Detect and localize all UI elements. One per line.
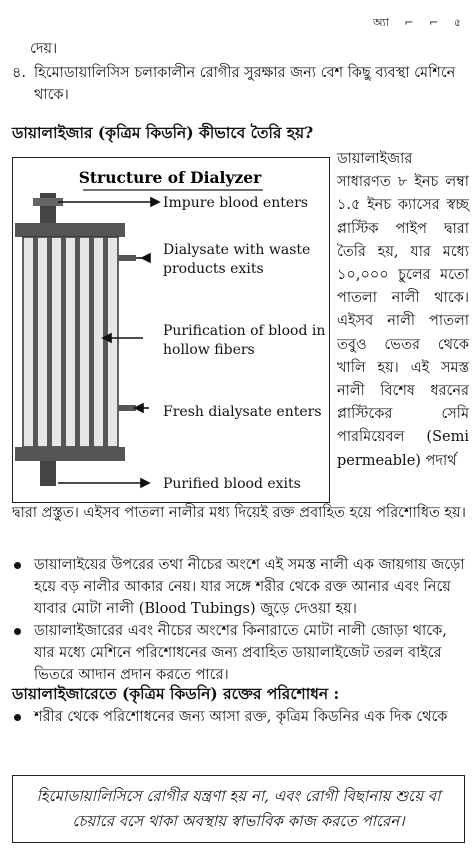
bullet-dot [14,714,21,721]
side-paragraph: ডায়ালাইজার সাধারণত ৮ ইনচ লম্বা ১.৫ ইনচ ক্যাসের স্বচ্ছ প্লাস্টিক পাইপ দ্বারা তৈরি হয়, যার মধ্যে ১০,০০০ চুলের মতো পাতলা নালী থাকে। এইসব নালী পাতলা তবুও ভেতর থেকে খালি হয়। এই সমস্ত নালী বিশেষ ধরনের প্লাস্টিকের সেমি পারমিয়েবল (Semi permeable) পদার্থ [337,151,469,469]
list-item-4 [12,62,467,106]
dialyzer-figure [12,157,330,503]
bottom-header [15,447,125,461]
list-item-number: ৪. [12,65,27,81]
continuation-text: দেয়। [30,41,58,57]
bottom-outlet-pipe [40,461,56,486]
continued-paragraph: দ্বারা প্রস্তুত। এইসব পাতলা নালীর মধ্য দিয়েই রক্ত প্রবাহিত হয়ে পরিশোধিত হয়। [12,505,466,521]
note-line-2: চেয়ারে বসে থাকা অবস্থায় স্বাভাবিক কাজ করতে পারেন। [72,812,405,830]
label-fresh-dialysate: Fresh dialysate enters [163,404,322,420]
label-dialysate-exit-1: Dialysate with waste [163,242,311,258]
bullet-list [12,554,467,686]
label-purified-blood: Purified blood exits [163,476,301,492]
bullet-text: ডায়ালাইয়ের উপরের তথা নীচের অংশে এই সমস্ত নালী এক জায়গায় জড়ো হয়ে বড় নালীর আকার নেয়। যার সঙ্গে শরীর থেকে রক্ত আনার এবং নিয়ে যাবার মোটা নালী (Blood Tubings) জুড়ে দেওয়া হয়। [34,557,465,617]
top-header [15,223,125,237]
bullet-dot [14,628,21,635]
list-item-text: হিমোডায়ালিসিস চলাকালীন রোগীর সুরক্ষার জন্য বেশ কিছু ব্যবস্থা মেশিনে থাকে। [34,65,456,103]
label-purification-1: Purification of blood in [163,323,326,339]
bullet-text: ডায়ালাইজারের এবং নীচের অংশের কিনারাতে মোটা নালী জোড়া থাকে, যার মধ্যে মেশিনে পরিশোধনের জন্য প্রবাহিত ডায়ালাইজেট তরল বাইরে ভিতরে আদান প্রদান করতে পারে। [34,623,447,683]
section-heading-dialyzer: ডায়ালাইজার (কৃত্রিম কিডনি) কীভাবে তৈরি হয়? [12,123,314,142]
bullet-item-2 [12,620,467,686]
bullet-list-2 [12,706,467,728]
top-inlet-pipe [40,193,56,223]
bullet-item-3 [12,706,467,728]
label-impure-blood: Impure blood enters [163,195,309,211]
highlight-note-box [12,775,465,843]
bullet-dot [14,562,21,569]
page-header-marker: অ্যা ⌐ ⌐ ৫ [373,16,467,29]
section-heading-purification: ডায়ালাইজারেতে (কৃত্রিম কিডনি) রক্তের পরিশোধন : [12,684,340,703]
label-purification-2: hollow fibers [163,342,255,358]
note-line-1: হিমোডায়ালিসিসে রোগীর যন্ত্রণা হয় না, এবং রোগী বিছানায় শুয়ে বা [36,787,441,805]
dialysate-outlet-port [118,255,136,261]
dialyzer-diagram [13,158,328,501]
bullet-text: শরীর থেকে পরিশোধনের জন্য আসা রক্ত, কৃত্রিম কিডনির এক দিক থেকে [34,709,448,725]
figure-title: Structure of Dialyzer [78,168,262,187]
bullet-item-1 [12,554,467,620]
label-dialysate-exit-2: products exits [163,261,264,277]
